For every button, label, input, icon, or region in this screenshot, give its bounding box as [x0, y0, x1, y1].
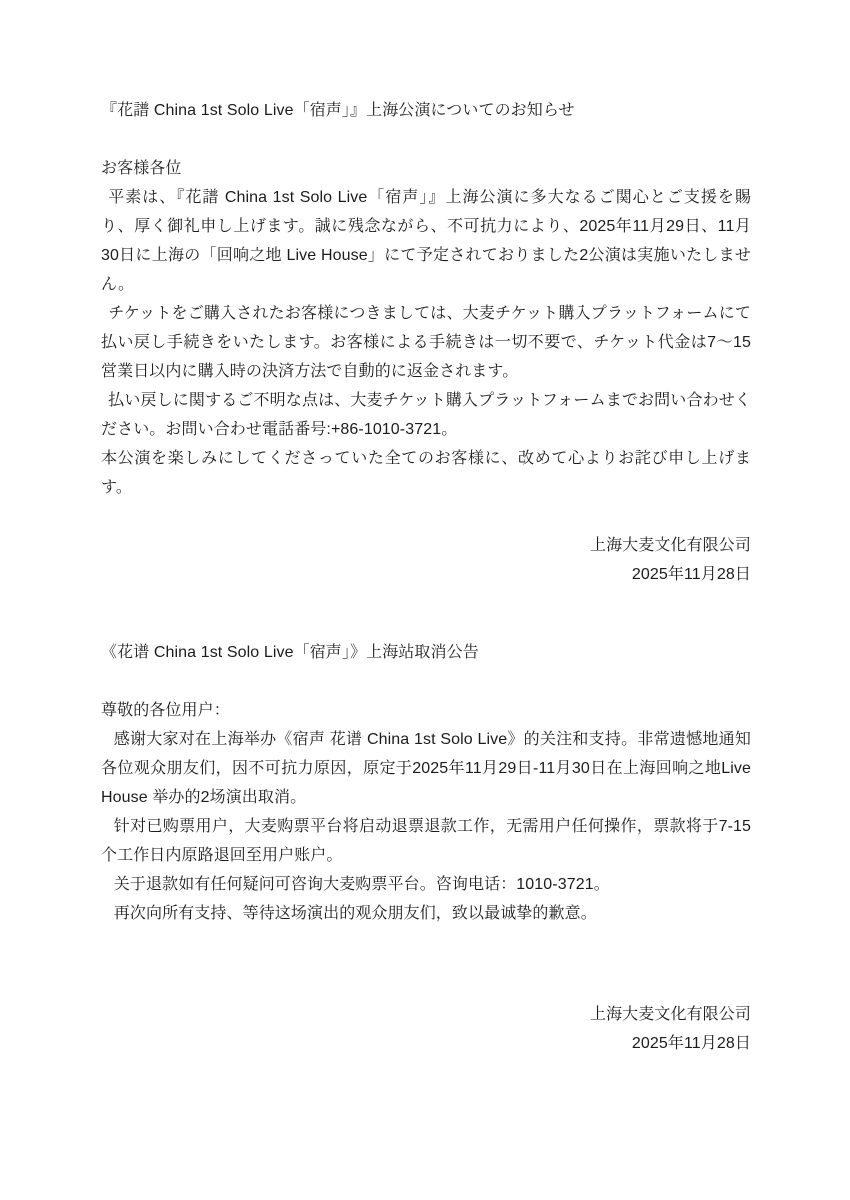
ja-salutation: お客様各位: [101, 160, 182, 177]
ja-signature-date: 2025年11月28日: [631, 566, 751, 583]
ja-notice-title: 『花譜 China 1st Solo Live「宿声」』上海公演についてのお知らせ: [101, 102, 575, 119]
zh-paragraph-contact-info: 关于退款如有任何疑问可咨询大麦购票平台。咨询电话：1010-3721。: [113, 876, 610, 893]
zh-paragraph-refund-procedure: 针对已购票用户，大麦购票平台将启动退票退款工作，无需用户任何操作，票款将于7-15个工作日内原路退回至用户账户。: [101, 818, 751, 864]
ja-paragraph-contact-info: 払い戻しに関するご不明な点は、大麦チケット購入プラットフォームまでお問い合わせください。お問い合わせ電話番号:+86-1010-3721。: [101, 392, 751, 438]
ja-paragraph-apology: 本公演を楽しみにしてくださっていた全てのお客様に、改めて心よりお詫び申し上げます。: [101, 450, 751, 496]
japanese-notice-section: [101, 96, 751, 589]
zh-salutation: 尊敬的各位用户：: [101, 702, 230, 719]
ja-paragraph-refund-procedure: チケットをご購入されたお客様につきましては、大麦チケット購入プラットフォームにて払い戻し手続きをいたします。お客様による手続きは一切不要で、チケット代金は7～15営業日以内に購入時の決済方法で自動的に返金されます。: [101, 305, 751, 380]
ja-paragraph-greeting-cancellation: 平素は、『花譜 China 1st Solo Live「宿声」』上海公演に多大なるご関心とご支援を賜り、厚く御礼申し上げます。誠に残念ながら、不可抗力により、2025年11月29日、11月30日に上海の「回响之地 Live House」にて予定されておりました2公演は実施いたしません。: [101, 189, 751, 293]
zh-paragraph-greeting-cancellation: 感谢大家对在上海举办《宿声 花谱 China 1st Solo Live》的关注和支持。非常遗憾地通知各位观众朋友们，因不可抗力原因，原定于2025年11月29日-11月30日在上海回响之地Live House 举办的2场演出取消。: [101, 731, 751, 806]
zh-signature-block: [101, 1000, 751, 1058]
chinese-notice-section: [101, 638, 751, 1058]
zh-signature-date: 2025年11月28日: [631, 1035, 751, 1052]
zh-paragraph-apology: 再次向所有支持、等待这场演出的观众朋友们，致以最诚挚的歉意。: [113, 905, 597, 922]
zh-notice-title: 《花谱 China 1st Solo Live「宿声」》上海站取消公告: [101, 644, 479, 661]
ja-signature-company: 上海大麦文化有限公司: [589, 537, 751, 554]
ja-signature-block: [101, 531, 751, 589]
zh-signature-company: 上海大麦文化有限公司: [589, 1006, 751, 1023]
